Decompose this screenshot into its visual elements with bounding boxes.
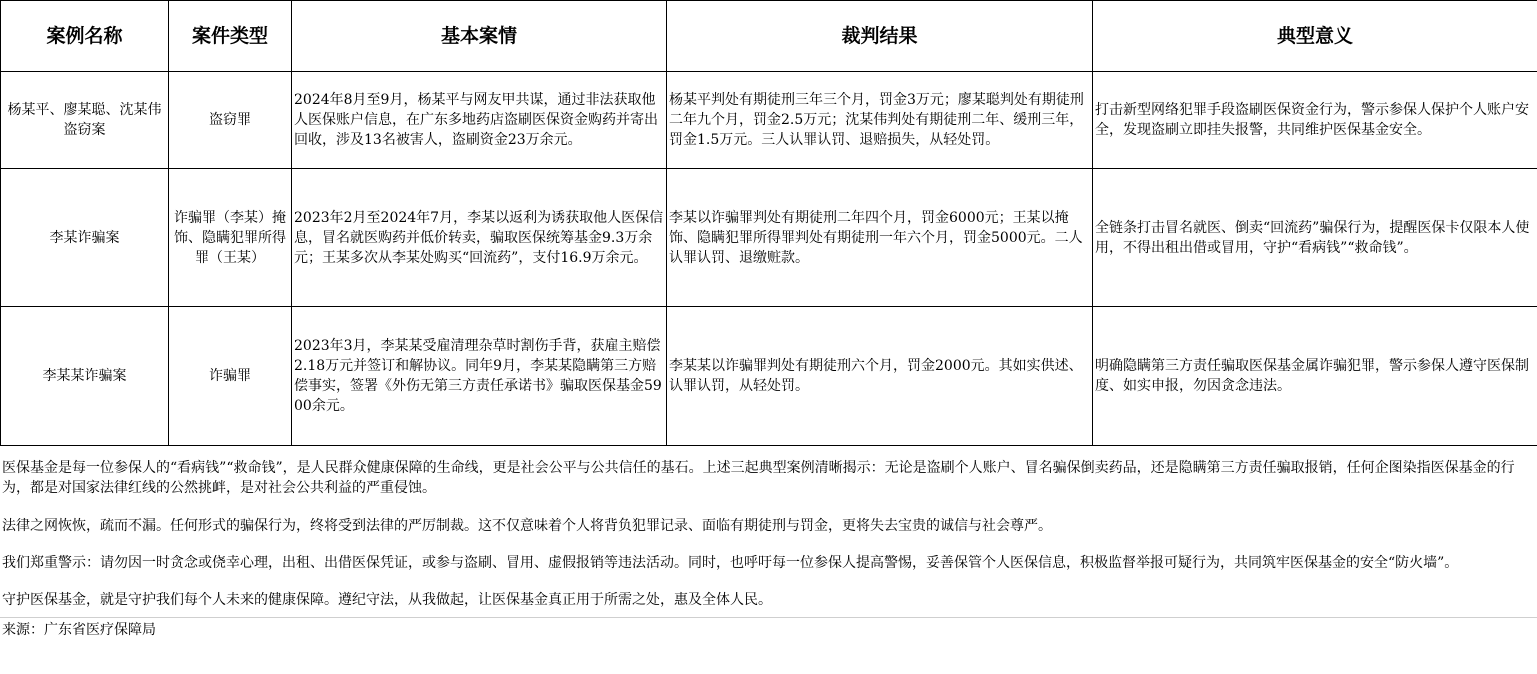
warning-paragraph: 我们郑重警示：请勿因一时贪念或侥幸心理，出租、出借医保凭证，或参与盗刷、冒用、虚假报销等违法活动。同时，也呼吁每一位参保人提高警惕，妥善保管个人医保信息，积极监督举报可疑行为，共同筑牢医保基金的安全“防火墙”。 (2, 555, 1459, 571)
closing-paragraph: 守护医保基金，就是守护我们每个人未来的健康保障。遵纪守法，从我做起，让医保基金真正用于所需之处，惠及全体人民。 (2, 592, 772, 608)
law-paragraph: 法律之网恢恢，疏而不漏。任何形式的骗保行为，终将受到法律的严厉制裁。这不仅意味着个人将背负犯罪记录、面临有期徒刑与罚金，更将失去宝贵的诚信与社会尊严。 (2, 518, 1052, 534)
table-row (1, 169, 1537, 307)
case-type-cell: 诈骗罪 (169, 307, 292, 446)
table-row (1, 72, 1537, 169)
judgment-cell: 李某以诈骗罪判处有期徒刑二年四个月，罚金6000元；王某以掩饰、隐瞒犯罪所得罪判处有期徒刑一年六个月，罚金5000元。二人认罪认罚、退缴赃款。 (667, 169, 1093, 307)
source-line: 来源：广东省医疗保障局 (2, 622, 156, 638)
summary-paragraph: 医保基金是每一位参保人的“看病钱”“救命钱”，是人民群众健康保障的生命线，更是社会公平与公共信任的基石。上述三起典型案例清晰揭示：无论是盗刷个人账户、冒名骗保倒卖药品，还是隐瞒第三方责任骗取报销，任何企图染指医保基金的行为，都是对国家法律红线的公然挑衅，是对社会公共利益的严重侵蚀。 (2, 460, 1515, 496)
case-name-cell: 李某诈骗案 (1, 169, 169, 307)
case-facts-cell: 2023年2月至2024年7月，李某以返利为诱获取他人医保信息，冒名就医购药并低价转卖，骗取医保统筹基金9.3万余元；王某多次从李某处购买“回流药”，支付16.9万余元。 (292, 169, 667, 307)
case-name-cell: 李某某诈骗案 (1, 307, 169, 446)
case-facts-cell: 2023年3月，李某某受雇清理杂草时割伤手背，获雇主赔偿2.18万元并签订和解协议。同年9月，李某某隐瞒第三方赔偿事实，签署《外伤无第三方责任承诺书》骗取医保基金5900余元。 (292, 307, 667, 446)
header-case-type: 案件类型 (169, 1, 292, 72)
judgment-cell: 李某某以诈骗罪判处有期徒刑六个月，罚金2000元。其如实供述、认罪认罚，从轻处罚。 (667, 307, 1093, 446)
header-case-name: 案例名称 (1, 1, 169, 72)
header-judgment: 裁判结果 (667, 1, 1093, 72)
table-row (1, 307, 1537, 446)
significance-cell: 明确隐瞒第三方责任骗取医保基金属诈骗犯罪，警示参保人遵守医保制度、如实申报，勿因贪念违法。 (1093, 307, 1537, 446)
header-case-facts: 基本案情 (292, 1, 667, 72)
case-type-cell: 诈骗罪（李某）掩饰、隐瞒犯罪所得罪（王某） (169, 169, 292, 307)
case-type-cell: 盗窃罪 (169, 72, 292, 169)
significance-cell: 打击新型网络犯罪手段盗刷医保资金行为，警示参保人保护个人账户安全，发现盗刷立即挂失报警，共同维护医保基金安全。 (1093, 72, 1537, 169)
judgment-cell: 杨某平判处有期徒刑三年三个月，罚金3万元；廖某聪判处有期徒刑二年九个月，罚金2.5万元；沈某伟判处有期徒刑二年、缓刑三年，罚金1.5万元。三人认罪认罚、退赔损失，从轻处罚。 (667, 72, 1093, 169)
significance-cell: 全链条打击冒名就医、倒卖“回流药”骗保行为，提醒医保卡仅限本人使用，不得出租出借或冒用，守护“看病钱”“救命钱”。 (1093, 169, 1537, 307)
header-significance: 典型意义 (1093, 1, 1537, 72)
case-facts-cell: 2024年8月至9月，杨某平与网友甲共谋，通过非法获取他人医保账户信息，在广东多地药店盗刷医保资金购药并寄出回收，涉及13名被害人，盗刷资金23万余元。 (292, 72, 667, 169)
table-header-row (1, 1, 1537, 72)
case-name-cell: 杨某平、廖某聪、沈某伟盗窃案 (1, 72, 169, 169)
